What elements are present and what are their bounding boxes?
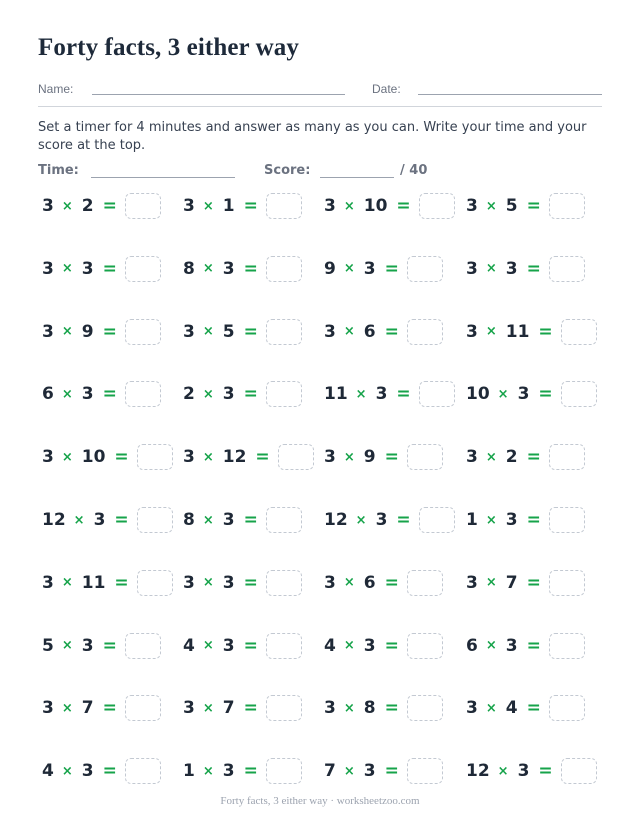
factor-b: 6	[363, 572, 376, 593]
times-sign: ×	[343, 198, 355, 214]
times-sign: ×	[343, 763, 355, 779]
answer-box[interactable]	[407, 695, 443, 721]
answer-box[interactable]	[549, 633, 585, 659]
times-sign: ×	[485, 638, 497, 654]
fact-item	[324, 632, 443, 660]
factor-b: 3	[81, 761, 94, 782]
answer-box[interactable]	[137, 444, 173, 470]
fact-item	[42, 694, 161, 722]
fact-item	[324, 380, 455, 408]
equals-sign: =	[114, 572, 129, 593]
factor-b: 3	[81, 258, 94, 279]
factor-b: 4	[505, 698, 518, 719]
equals-sign: =	[538, 321, 553, 342]
factor-b: 7	[81, 698, 94, 719]
answer-box[interactable]	[266, 570, 302, 596]
factor-a: 5	[42, 635, 54, 656]
equals-sign: =	[243, 384, 258, 405]
equals-sign: =	[243, 698, 258, 719]
equals-sign: =	[243, 258, 258, 279]
answer-box[interactable]	[407, 758, 443, 784]
answer-box[interactable]	[561, 758, 597, 784]
answer-box[interactable]	[419, 381, 455, 407]
fact-item	[466, 694, 585, 722]
fact-item	[183, 318, 302, 346]
factor-b: 6	[363, 321, 376, 342]
factor-a: 3	[42, 258, 54, 279]
equals-sign: =	[384, 761, 399, 782]
answer-box[interactable]	[561, 319, 597, 345]
factor-b: 3	[375, 510, 388, 530]
equals-sign: =	[243, 196, 258, 216]
answer-box[interactable]	[407, 319, 443, 345]
factor-b: 9	[81, 321, 94, 342]
equals-sign: =	[384, 572, 399, 593]
times-sign: ×	[485, 575, 497, 591]
fact-item	[183, 694, 302, 722]
answer-box[interactable]	[266, 193, 302, 219]
fact-item	[324, 255, 443, 283]
instructions: Set a timer for 4 minutes and answer as many as you can. Write your time and your score at the top.	[38, 120, 587, 153]
times-sign: ×	[343, 700, 355, 716]
answer-box[interactable]	[419, 193, 455, 219]
answer-box[interactable]	[419, 507, 455, 533]
equals-sign: =	[526, 510, 541, 530]
factor-a: 3	[324, 196, 336, 216]
score-total: / 40	[400, 163, 428, 178]
factor-a: 12	[42, 510, 66, 530]
fact-item	[466, 380, 597, 408]
factor-b: 3	[505, 635, 518, 656]
answer-box[interactable]	[125, 381, 161, 407]
times-sign: ×	[202, 324, 214, 340]
times-sign: ×	[355, 512, 367, 528]
times-sign: ×	[485, 261, 497, 277]
factor-a: 9	[324, 258, 336, 279]
factor-a: 6	[42, 384, 54, 405]
equals-sign: =	[396, 384, 411, 405]
equals-sign: =	[526, 447, 541, 468]
fact-item	[466, 192, 585, 220]
factor-a: 4	[324, 635, 336, 656]
times-sign: ×	[343, 449, 355, 465]
factor-a: 2	[183, 384, 195, 405]
answer-box[interactable]	[266, 507, 302, 533]
factor-a: 4	[42, 761, 54, 782]
fact-item	[42, 569, 173, 597]
factor-a: 3	[42, 698, 54, 719]
times-sign: ×	[343, 324, 355, 340]
factor-b: 2	[505, 447, 518, 468]
times-sign: ×	[343, 261, 355, 277]
times-sign: ×	[61, 449, 73, 465]
factor-a: 3	[183, 321, 195, 342]
equals-sign: =	[102, 698, 117, 719]
factor-a: 3	[324, 572, 336, 593]
factor-b: 8	[363, 698, 376, 719]
times-sign: ×	[202, 449, 214, 465]
factor-a: 3	[183, 196, 195, 216]
times-sign: ×	[202, 198, 214, 214]
fact-item	[324, 192, 455, 220]
times-sign: ×	[485, 449, 497, 465]
fact-item	[42, 506, 173, 534]
times-sign: ×	[202, 512, 214, 528]
times-sign: ×	[355, 386, 367, 402]
answer-box[interactable]	[266, 758, 302, 784]
factor-a: 3	[466, 321, 478, 342]
fact-item	[324, 443, 443, 471]
factor-b: 3	[363, 761, 376, 782]
times-sign: ×	[202, 261, 214, 277]
factor-b: 10	[363, 196, 388, 216]
fact-item	[466, 318, 597, 346]
factor-b: 3	[517, 384, 530, 405]
answer-box[interactable]	[266, 695, 302, 721]
footer: Forty facts, 3 either way · worksheetzoo.com	[220, 795, 420, 807]
score-label: Score:	[264, 163, 311, 178]
equals-sign: =	[102, 321, 117, 342]
times-sign: ×	[61, 763, 73, 779]
times-sign: ×	[61, 386, 73, 402]
factor-a: 6	[466, 635, 478, 656]
fact-item	[324, 569, 443, 597]
times-sign: ×	[343, 575, 355, 591]
times-sign: ×	[61, 324, 73, 340]
factor-a: 12	[324, 510, 348, 530]
times-sign: ×	[61, 261, 73, 277]
factor-a: 3	[42, 572, 54, 593]
answer-box[interactable]	[278, 444, 314, 470]
equals-sign: =	[114, 510, 129, 530]
answer-box[interactable]	[549, 444, 585, 470]
equals-sign: =	[538, 384, 553, 405]
equals-sign: =	[526, 698, 541, 719]
answer-box[interactable]	[549, 570, 585, 596]
fact-item	[324, 757, 443, 785]
fact-item	[183, 757, 302, 785]
times-sign: ×	[61, 198, 73, 214]
equals-sign: =	[243, 635, 258, 656]
factor-a: 3	[42, 447, 54, 468]
factor-a: 8	[183, 510, 195, 530]
answer-box[interactable]	[266, 319, 302, 345]
times-sign: ×	[497, 763, 509, 779]
times-sign: ×	[202, 763, 214, 779]
factor-a: 3	[42, 321, 54, 342]
factor-a: 3	[42, 196, 54, 216]
factor-a: 3	[466, 447, 478, 468]
fact-item	[466, 569, 585, 597]
fact-item	[324, 318, 443, 346]
times-sign: ×	[61, 638, 73, 654]
fact-item	[42, 192, 161, 220]
factor-a: 4	[183, 635, 195, 656]
equals-sign: =	[102, 196, 117, 216]
factor-a: 3	[324, 321, 336, 342]
factor-b: 2	[81, 196, 94, 216]
times-sign: ×	[61, 700, 73, 716]
factor-b: 3	[222, 761, 235, 782]
factor-b: 12	[222, 447, 247, 468]
answer-box[interactable]	[125, 193, 161, 219]
factor-b: 3	[222, 510, 235, 530]
fact-item	[42, 318, 161, 346]
fact-item	[183, 443, 314, 471]
equals-sign: =	[102, 635, 117, 656]
name-label: Name:	[38, 82, 74, 96]
equals-sign: =	[526, 635, 541, 656]
factor-a: 3	[324, 698, 336, 719]
factor-b: 3	[222, 384, 235, 405]
factor-b: 3	[505, 258, 518, 279]
fact-item	[183, 380, 302, 408]
factor-b: 1	[222, 196, 235, 216]
equals-sign: =	[384, 698, 399, 719]
fact-item	[42, 632, 161, 660]
fact-item	[42, 380, 161, 408]
fact-item	[183, 192, 302, 220]
factor-b: 3	[81, 384, 94, 405]
fact-item	[183, 569, 302, 597]
factor-b: 5	[505, 196, 518, 216]
answer-box[interactable]	[137, 570, 173, 596]
equals-sign: =	[384, 635, 399, 656]
page-title: Forty facts, 3 either way	[38, 34, 299, 61]
times-sign: ×	[485, 700, 497, 716]
fact-item	[183, 506, 302, 534]
times-sign: ×	[202, 386, 214, 402]
factor-a: 3	[466, 196, 478, 216]
answer-box[interactable]	[561, 381, 597, 407]
factor-a: 1	[466, 510, 478, 530]
factor-b: 5	[222, 321, 235, 342]
factor-a: 3	[466, 698, 478, 719]
fact-item	[42, 757, 161, 785]
times-sign: ×	[497, 386, 509, 402]
fact-item	[42, 255, 161, 283]
answer-box[interactable]	[137, 507, 173, 533]
factor-b: 3	[222, 635, 235, 656]
times-sign: ×	[202, 638, 214, 654]
times-sign: ×	[61, 575, 73, 591]
answer-box[interactable]	[407, 570, 443, 596]
times-sign: ×	[485, 198, 497, 214]
equals-sign: =	[396, 196, 411, 216]
factor-b: 3	[375, 384, 388, 405]
equals-sign: =	[114, 447, 129, 468]
equals-sign: =	[255, 447, 270, 468]
equals-sign: =	[243, 572, 258, 593]
factor-b: 3	[517, 761, 530, 782]
factor-b: 11	[81, 572, 106, 593]
answer-box[interactable]	[407, 256, 443, 282]
answer-box[interactable]	[125, 695, 161, 721]
times-sign: ×	[343, 638, 355, 654]
fact-item	[324, 506, 455, 534]
equals-sign: =	[526, 196, 541, 216]
factor-a: 3	[183, 572, 195, 593]
factor-a: 12	[466, 761, 490, 782]
factor-a: 3	[466, 572, 478, 593]
factor-a: 3	[183, 698, 195, 719]
answer-box[interactable]	[549, 256, 585, 282]
equals-sign: =	[384, 447, 399, 468]
factor-b: 3	[363, 635, 376, 656]
fact-item	[183, 255, 302, 283]
answer-box[interactable]	[549, 507, 585, 533]
fact-item	[466, 255, 585, 283]
factor-b: 3	[93, 510, 106, 530]
equals-sign: =	[526, 258, 541, 279]
equals-sign: =	[243, 510, 258, 530]
fact-item	[42, 443, 173, 471]
fact-item	[466, 757, 597, 785]
factor-b: 9	[363, 447, 376, 468]
factor-b: 10	[81, 447, 106, 468]
equals-sign: =	[102, 761, 117, 782]
answer-box[interactable]	[266, 256, 302, 282]
answer-box[interactable]	[549, 695, 585, 721]
factor-b: 3	[505, 510, 518, 530]
factor-b: 3	[363, 258, 376, 279]
factor-b: 11	[505, 321, 530, 342]
times-sign: ×	[73, 512, 85, 528]
answer-box[interactable]	[125, 633, 161, 659]
answer-box[interactable]	[125, 256, 161, 282]
answer-box[interactable]	[407, 444, 443, 470]
time-label: Time:	[38, 163, 79, 178]
times-sign: ×	[485, 324, 497, 340]
answer-box[interactable]	[125, 319, 161, 345]
times-sign: ×	[485, 512, 497, 528]
equals-sign: =	[243, 761, 258, 782]
times-sign: ×	[202, 700, 214, 716]
answer-box[interactable]	[266, 633, 302, 659]
equals-sign: =	[526, 572, 541, 593]
factor-b: 3	[222, 258, 235, 279]
factor-a: 11	[324, 384, 348, 405]
answer-box[interactable]	[266, 381, 302, 407]
equals-sign: =	[538, 761, 553, 782]
equals-sign: =	[396, 510, 411, 530]
fact-item	[466, 506, 585, 534]
factor-a: 3	[466, 258, 478, 279]
factor-b: 3	[81, 635, 94, 656]
answer-box[interactable]	[407, 633, 443, 659]
fact-item	[324, 694, 443, 722]
factor-a: 3	[183, 447, 195, 468]
fact-item	[183, 632, 302, 660]
times-sign: ×	[202, 575, 214, 591]
factor-b: 7	[222, 698, 235, 719]
fact-item	[466, 443, 585, 471]
factor-a: 1	[183, 761, 195, 782]
factor-b: 7	[505, 572, 518, 593]
equals-sign: =	[243, 321, 258, 342]
equals-sign: =	[102, 258, 117, 279]
factor-a: 7	[324, 761, 336, 782]
factor-b: 3	[222, 572, 235, 593]
factor-a: 8	[183, 258, 195, 279]
date-label: Date:	[372, 82, 401, 96]
fact-item	[466, 632, 585, 660]
factor-a: 10	[466, 384, 490, 405]
answer-box[interactable]	[125, 758, 161, 784]
equals-sign: =	[384, 321, 399, 342]
equals-sign: =	[384, 258, 399, 279]
equals-sign: =	[102, 384, 117, 405]
factor-a: 3	[324, 447, 336, 468]
answer-box[interactable]	[549, 193, 585, 219]
